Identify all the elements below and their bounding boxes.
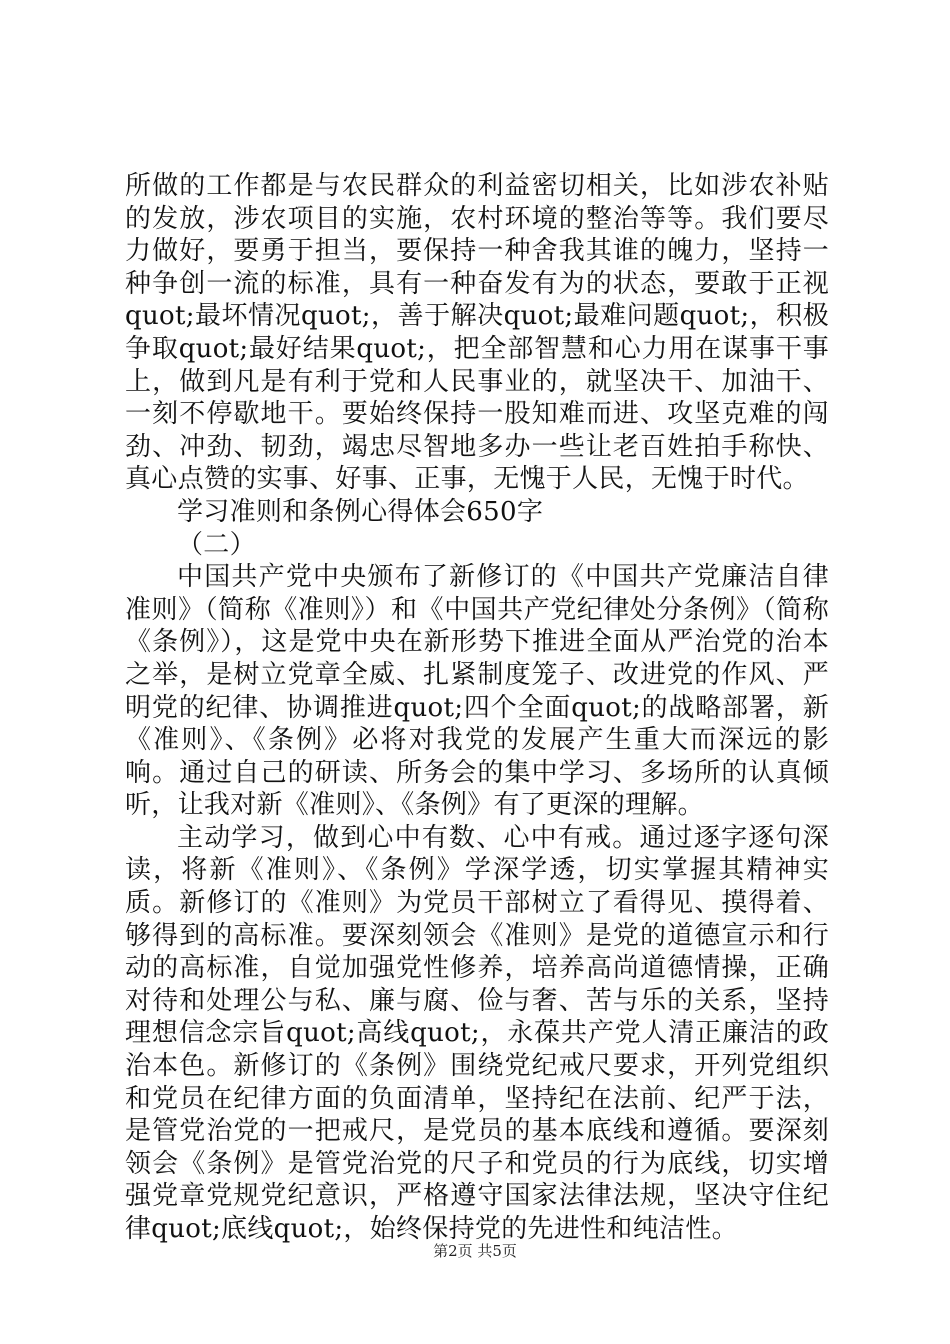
page-number-label: 第2页 共5页 [433,1242,517,1260]
page-footer [0,1240,950,1261]
body-paragraph: 中国共产党中央颁布了新修订的《中国共产党廉洁自律准则》（简称《准则》）和《中国共产党纪律处分条例》（简称《条例》），这是党中央在新形势下推进全面从严治党的治本之举，是树立党章全威、扎紧制度笼子、改进党的作风、严明党的纪律、协调推进quot;四个全面quot;的战略部署，新《准则》、《条例》必将对我党的发展产生重大而深远的影响。通过自己的研读、所务会的集中学习、多场所的认真倾听，让我对新《准则》、《条例》有了更深的理解。 [125,562,829,821]
body-paragraph: 主动学习，做到心中有数、心中有戒。通过逐字逐句深读，将新《准则》、《条例》学深学透，切实掌握其精神实质。新修订的《准则》为党员干部树立了看得见、摸得着、够得到的高标准。要深刻领会《准则》是党的道德宣示和行动的高标准，自觉加强党性修养，培养高尚道德情操，正确对待和处理公与私、廉与腐、俭与奢、苦与乐的关系，坚持理想信念宗旨quot;高线quot;，永葆共产党人清正廉洁的政治本色。新修订的《条例》围绕党纪戒尺要求，开列党组织和党员在纪律方面的负面清单，坚持纪在法前、纪严于法，是管党治党的一把戒尺，是党员的基本底线和遵循。要深刻领会《条例》是管党治党的尺子和党员的行为底线，切实增强党章党规党纪意识，严格遵守国家法律法规，坚决守住纪律quot;底线quot;，始终保持党的先进性和纯洁性。 [125,822,829,1244]
document-body [125,170,829,1246]
article-title: 学习准则和条例心得体会650字 [177,496,544,527]
section-number: （二） [177,529,256,560]
body-paragraph: 所做的工作都是与农民群众的利益密切相关，比如涉农补贴的发放，涉农项目的实施，农村环境的整治等等。我们要尽力做好，要勇于担当，要保持一种舍我其谁的魄力，坚持一种争创一流的标准，具有一种奋发有为的状态，要敢于正视quot;最坏情况quot;，善于解决quot;最难问题quot;，积极争取quot;最好结果quot;，把全部智慧和心力用在谋事干事上，做到凡是有利于党和人民事业的，就坚决干、加油干、一刻不停歇地干。要始终保持一股知难而进、攻坚克难的闯劲、冲劲、韧劲，竭忠尽智地多办一些让老百姓拍手称快、真心点赞的实事、好事、正事，无愧于人民，无愧于时代。 [125,171,829,495]
